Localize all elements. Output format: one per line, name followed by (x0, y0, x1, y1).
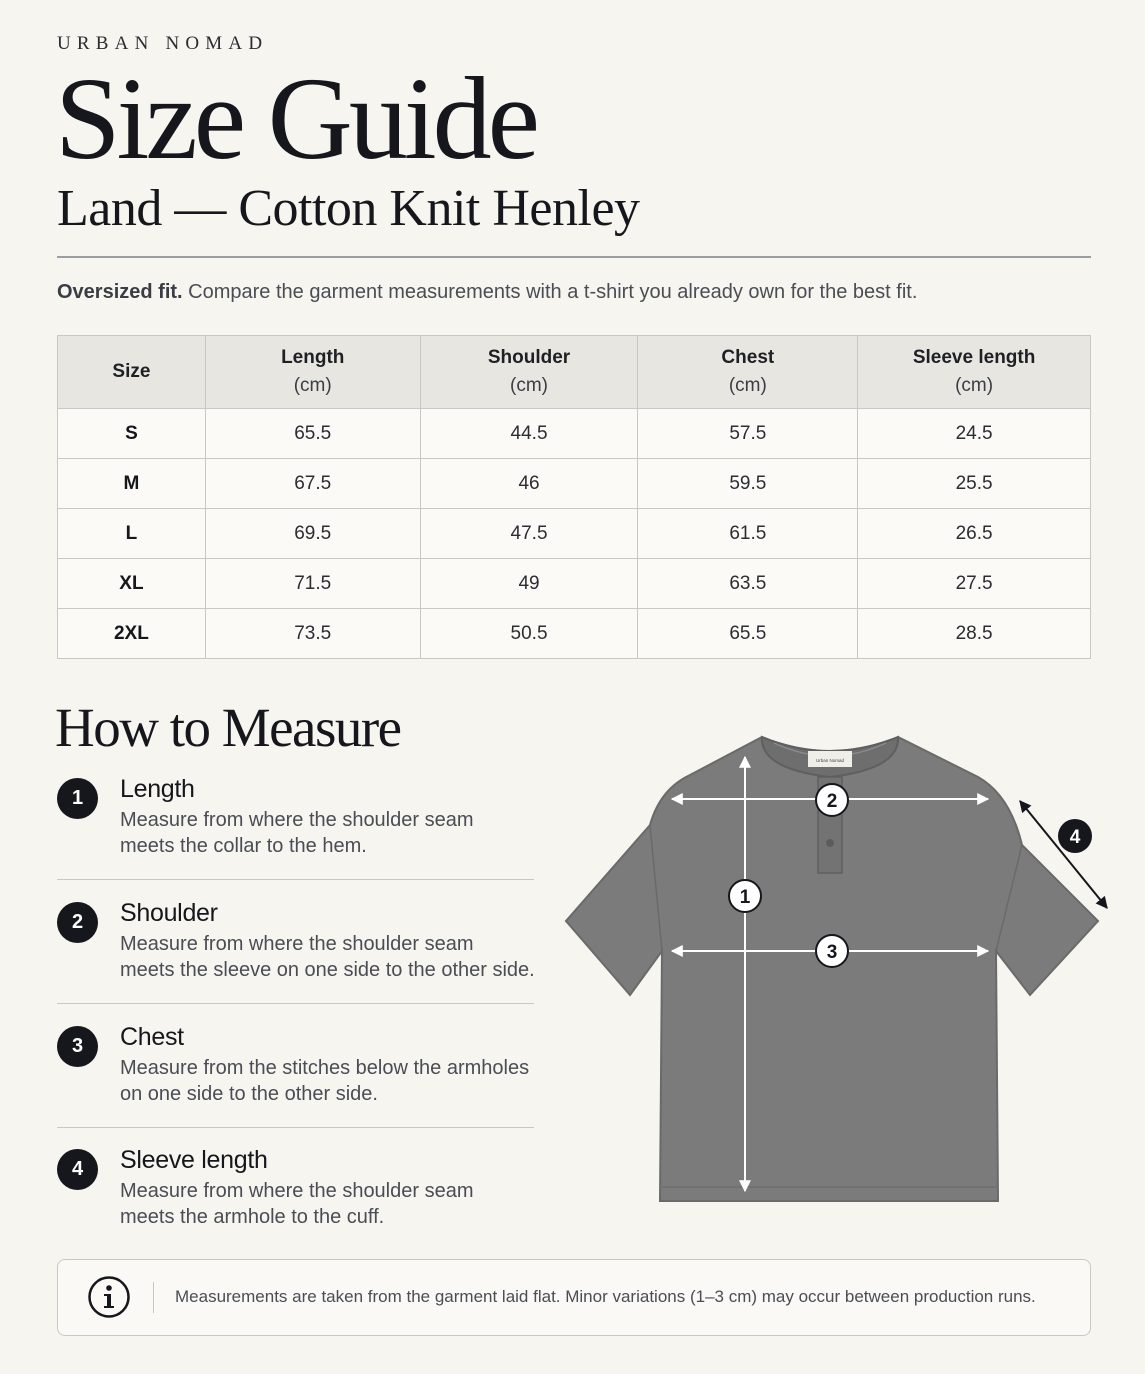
shoulder-cell: 49 (420, 559, 638, 609)
brand-name: URBAN NOMAD (57, 33, 269, 54)
shoulder-cell: 46 (420, 459, 638, 509)
marker-1 (729, 880, 761, 912)
marker-1-label: 1 (739, 887, 751, 908)
step-title: Sleeve length (120, 1146, 268, 1174)
column-unit: (cm) (955, 375, 994, 396)
table-row (58, 409, 1091, 459)
step-description-line: meets the collar to the hem. (120, 835, 367, 857)
sleeve-length-cell: 25.5 (858, 459, 1091, 509)
marker-4 (1058, 819, 1092, 853)
neck-label-text: Urban Nomad (815, 758, 845, 763)
step-description (120, 1178, 540, 1230)
length-cell: 73.5 (205, 609, 420, 659)
marker-4-label: 4 (1069, 827, 1081, 848)
size-cell: L (58, 509, 206, 559)
column-label: Length (281, 347, 345, 369)
step-description-line: meets the armhole to the cuff. (120, 1206, 385, 1228)
sleeve-length-cell: 27.5 (858, 559, 1091, 609)
step-number-badge: 4 (57, 1149, 98, 1190)
step-description (120, 807, 540, 859)
column-header-sleeve-length (858, 336, 1091, 409)
column-unit: (cm) (510, 375, 549, 396)
product-name: Land — Cotton Knit Henley (57, 180, 640, 237)
fit-intro (57, 281, 917, 304)
column-header-length (205, 336, 420, 409)
header-divider (57, 256, 1091, 258)
info-icon (87, 1275, 131, 1319)
henley-measurement-diagram (560, 725, 1120, 1215)
step-number-badge: 3 (57, 1026, 98, 1067)
sleeve-length-cell: 24.5 (858, 409, 1091, 459)
column-label: Shoulder (487, 347, 571, 369)
length-cell: 69.5 (205, 509, 420, 559)
length-cell: 71.5 (205, 559, 420, 609)
column-unit: (cm) (293, 375, 332, 396)
sleeve-length-cell: 26.5 (858, 509, 1091, 559)
table-row (58, 609, 1091, 659)
column-label: Sleeve length (912, 347, 1036, 369)
step-description (120, 931, 540, 983)
step-description-line: Measure from where the shoulder seam (120, 1180, 474, 1202)
shoulder-cell: 47.5 (420, 509, 638, 559)
chest-cell: 65.5 (638, 609, 858, 659)
step-description-line: Measure from the stitches below the armholes (120, 1057, 530, 1079)
size-cell: 2XL (58, 609, 206, 659)
step-number-badge: 2 (57, 902, 98, 943)
note-text: Measurements are taken from the garment laid flat. Minor variations (1–3 cm) may occur between production runs. (175, 1287, 1036, 1306)
column-header-size (58, 336, 206, 409)
how-to-measure-title: How to Measure (55, 697, 401, 758)
table-header-row (58, 336, 1091, 409)
marker-2 (816, 784, 848, 816)
column-header-shoulder (420, 336, 638, 409)
note-separator (153, 1282, 154, 1313)
chest-cell: 59.5 (638, 459, 858, 509)
marker-2-label: 2 (826, 791, 838, 812)
fit-description: Compare the garment measurements with a t-shirt you already own for the best fit. (182, 281, 918, 303)
step-title: Length (120, 775, 195, 803)
marker-3 (816, 935, 848, 967)
step-title: Chest (120, 1023, 184, 1051)
step-divider (57, 1003, 534, 1004)
size-cell: M (58, 459, 206, 509)
shoulder-cell: 50.5 (420, 609, 638, 659)
table-row (58, 509, 1091, 559)
chest-cell: 61.5 (638, 509, 858, 559)
shirt-button (826, 839, 834, 847)
fit-label: Oversized fit. (57, 281, 183, 303)
chest-cell: 63.5 (638, 559, 858, 609)
table-row (58, 459, 1091, 509)
page-title: Size Guide (55, 53, 537, 184)
length-cell: 67.5 (205, 459, 420, 509)
step-divider (57, 879, 534, 880)
step-description-line: on one side to the other side. (120, 1083, 378, 1105)
step-description-line: meets the sleeve on one side to the other side. (120, 959, 535, 981)
column-label: Chest (721, 347, 775, 369)
column-label: Size (112, 361, 151, 383)
measurement-note (57, 1259, 1091, 1336)
sleeve-length-cell: 28.5 (858, 609, 1091, 659)
column-unit: (cm) (728, 375, 767, 396)
column-header-chest (638, 336, 858, 409)
step-description-line: Measure from where the shoulder seam (120, 809, 474, 831)
chest-cell: 57.5 (638, 409, 858, 459)
length-cell: 65.5 (205, 409, 420, 459)
shoulder-cell: 44.5 (420, 409, 638, 459)
size-cell: XL (58, 559, 206, 609)
step-title: Shoulder (120, 899, 218, 927)
step-number-badge: 1 (57, 778, 98, 819)
size-table (57, 335, 1091, 659)
step-divider (57, 1127, 534, 1128)
step-description-line: Measure from where the shoulder seam (120, 933, 474, 955)
marker-3-label: 3 (826, 942, 838, 963)
size-cell: S (58, 409, 206, 459)
step-description (120, 1055, 540, 1107)
table-row (58, 559, 1091, 609)
